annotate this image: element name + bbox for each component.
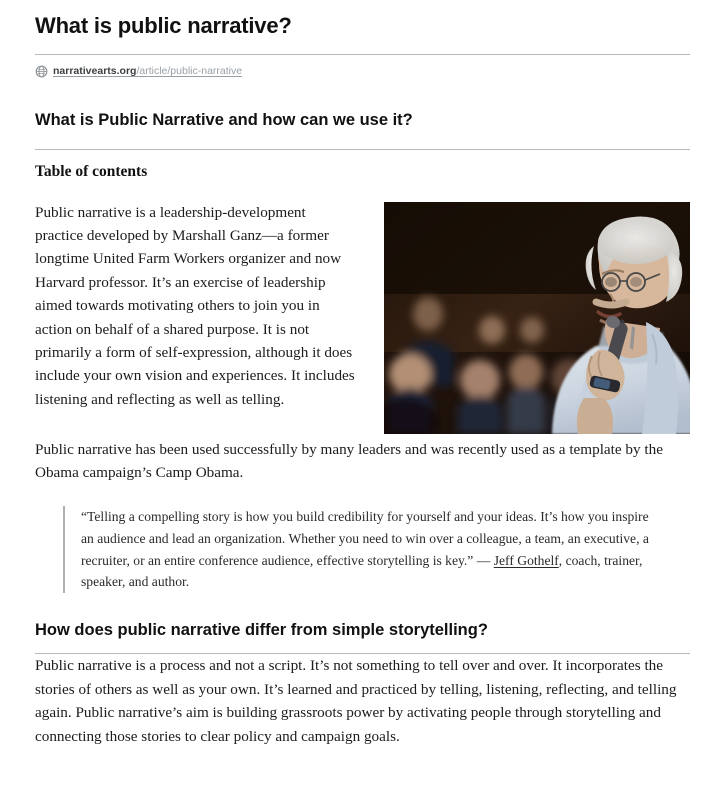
section-heading-secondary: How does public narrative differ from simple storytelling? <box>35 620 488 639</box>
url-path: /article/public-narrative <box>136 65 243 78</box>
globe-icon <box>35 65 48 78</box>
content-column <box>35 0 690 748</box>
pull-quote-text <box>81 506 663 592</box>
intro-block <box>35 201 690 485</box>
divider-under-title <box>35 54 690 55</box>
table-of-contents-heading: Table of contents <box>35 163 148 181</box>
paragraph-intro: Public narrative is a leadership-development practice developed by Marshall Ganz—a former longtime United Farm Workers organizer and now Harvard professor. It’s an exercise of leadership aimed towards motivating others to join you in action on behalf of a shared purpose. It is not primarily a form of self-expression, although it does include your own vision and experiences. It includes listening and reflecting as well as telling. <box>35 203 355 408</box>
paragraph-obama: Public narrative has been used successfully by many leaders and was recently used as a template by the Obama campaign’s Camp Obama. <box>35 440 663 482</box>
source-url-bar[interactable] <box>35 64 690 79</box>
article-photo <box>384 202 690 434</box>
source-url[interactable] <box>53 65 242 78</box>
pull-quote <box>63 506 663 592</box>
paragraph-storytelling: Public narrative is a process and not a script. It’s not something to tell over and over. It incorporates the stories of others as well as your own. It’s learned and practiced by telling, listening, reflecting, and telling again. Public narrative’s aim is building grassroots power by activating people through storytelling and connecting those stories to clear policy and campaign goals. <box>35 657 677 745</box>
quote-text-after: , coach, trainer, speaker, and author. <box>81 552 643 590</box>
quote-attribution-link[interactable]: Jeff Gothelf <box>493 552 559 568</box>
page-title: What is public narrative? <box>35 13 292 38</box>
quote-text-before: “Telling a compelling story is how you build credibility for yourself and your ideas. It’s how you inspire an audience and lead an organization. Whether you need to win over a colleague, a team, an executive, a recruiter, or an entire conference audience, effective storytelling is key.” — <box>81 509 649 568</box>
url-host: narrativearts.org <box>53 65 137 78</box>
section-heading-primary: What is Public Narrative and how can we use it? <box>35 111 413 130</box>
intro-text-column <box>35 201 355 412</box>
